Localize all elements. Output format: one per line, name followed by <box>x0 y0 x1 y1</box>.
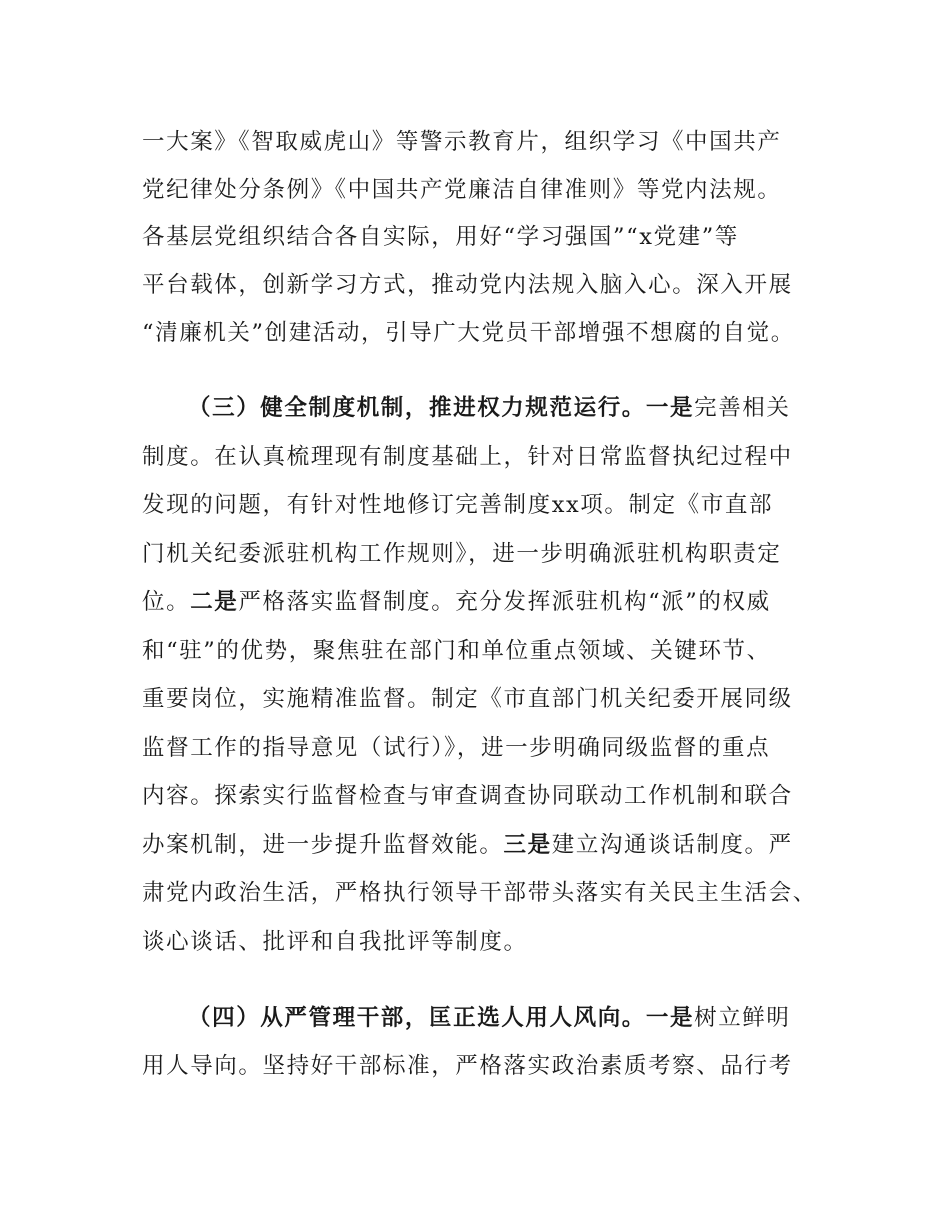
body-text: 建立沟通谈话制度。严 <box>551 832 793 858</box>
body-line: 门机关纪委派驻机构工作规则》，进一步明确派驻机构职责定 <box>142 541 782 567</box>
body-line: 和“驻”的优势，聚焦驻在部门和单位重点领域、关键环节、 <box>142 638 771 664</box>
body-line: 各基层党组织结合各自实际，用好“学习强国”“x党建”等 <box>142 224 739 250</box>
section-4-first-line <box>188 1003 791 1033</box>
body-line: 发现的问题，有针对性地修订完善制度xx项。制定《市直部 <box>142 492 774 518</box>
body-line: 党纪律处分条例》《中国共产党廉洁自律准则》等党内法规。 <box>142 177 782 203</box>
body-text: 严格落实监督制度。充分发挥派驻机构“派”的权威 <box>238 589 771 615</box>
body-line: 内容。探索实行监督检查与审查调查协同联动工作机制和联合 <box>142 783 793 809</box>
body-line: 重要岗位，实施精准监督。制定《市直部门机关纪委开展同级 <box>142 686 793 712</box>
body-text: 位。 <box>142 589 191 615</box>
section-4-heading: （四）从严管理干部，匡正选人用人风向。 <box>188 1005 646 1031</box>
body-text: 树立鲜明 <box>694 1005 791 1031</box>
item-marker: 三是 <box>503 832 552 858</box>
body-line: 肃党内政治生活，严格执行领导干部带头落实有关民主生活会、 <box>142 880 817 906</box>
item-marker: 一是 <box>645 1005 695 1031</box>
body-line: 制度。在认真梳理现有制度基础上，针对日常监督执纪过程中 <box>142 444 793 470</box>
section-3-heading: （三）健全制度机制，推进权力规范运行。 <box>188 395 646 421</box>
body-line: 用人导向。坚持好干部标准，严格落实政治素质考察、品行考 <box>142 1053 793 1079</box>
item-marker: 一是 <box>645 395 695 421</box>
item-marker: 二是 <box>190 589 239 615</box>
body-text: 办案机制，进一步提升监督效能。 <box>142 832 504 858</box>
section-3-first-line <box>188 393 791 423</box>
body-line: “清廉机关”创建活动，引导广大党员干部增强不想腐的自觉。 <box>142 320 795 346</box>
body-line <box>142 830 793 860</box>
body-line: 平台载体，创新学习方式，推动党内法规入脑入心。深入开展 <box>142 272 793 298</box>
body-text: 完善相关 <box>694 395 791 421</box>
body-line: 监督工作的指导意见（试行）》，进一步明确同级监督的重点 <box>142 735 771 761</box>
body-line: 谈心谈话、批评和自我批评等制度。 <box>142 929 528 955</box>
body-line: 一大案》《智取威虎山》等警示教育片，组织学习《中国共产 <box>142 129 782 155</box>
body-line <box>142 587 771 617</box>
